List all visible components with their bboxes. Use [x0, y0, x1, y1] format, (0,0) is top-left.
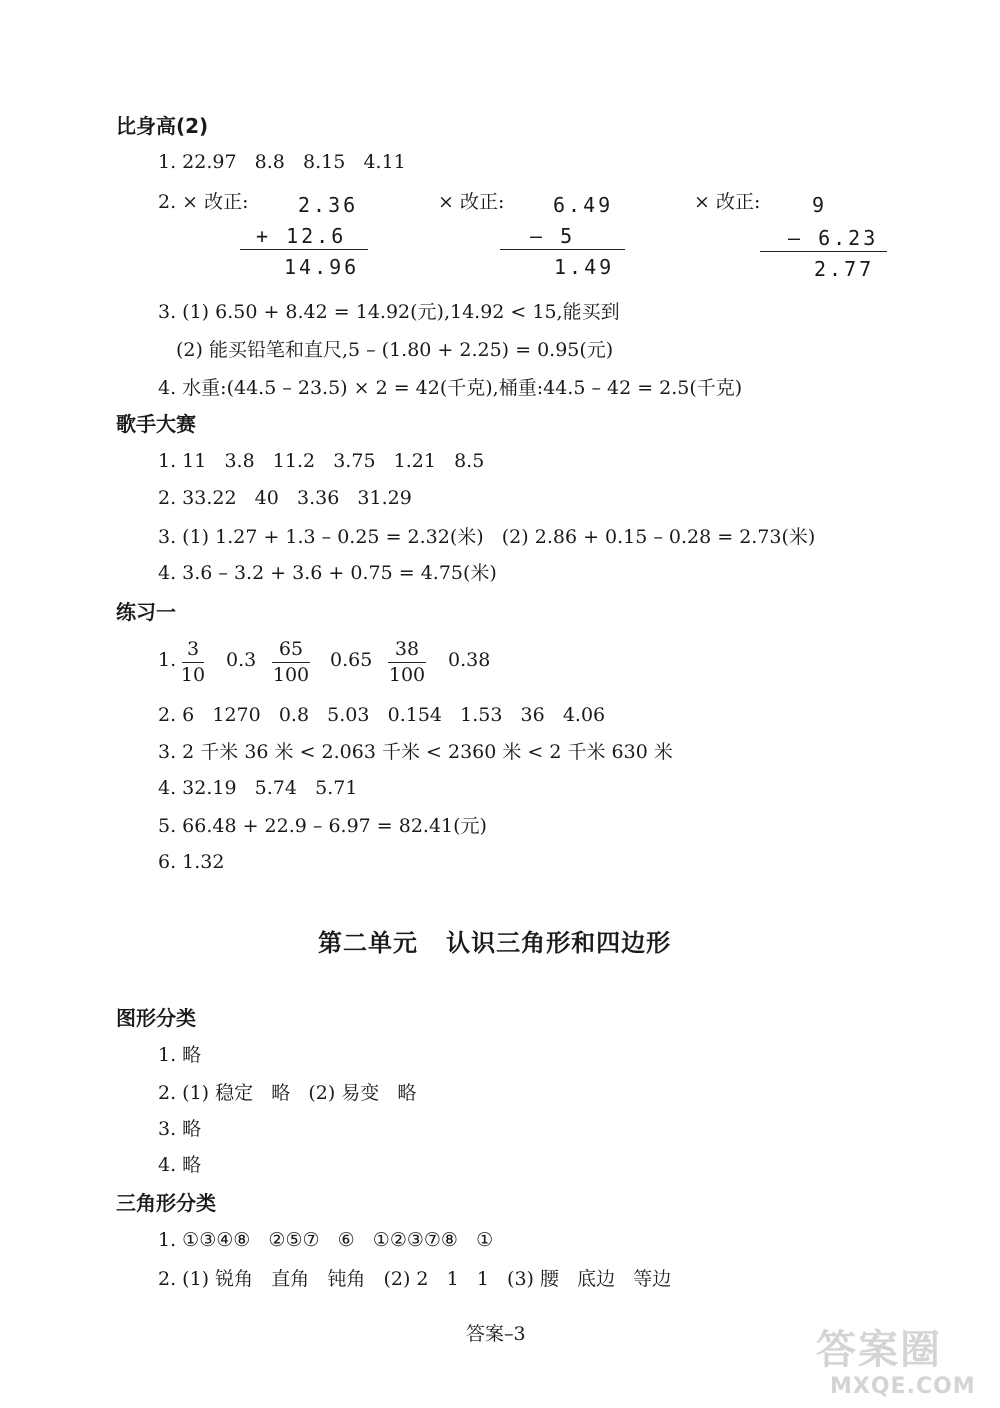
bishengao-q2-mark-b: × 改正: — [438, 191, 505, 213]
fraction-numerator: 65 — [278, 638, 304, 660]
geshou-q3: 3. (1) 1.27 + 1.3 – 0.25 = 2.32(米) (2) 2.86 + 0.15 – 0.28 = 2.73(米) — [158, 526, 816, 548]
lianxi-q5: 5. 66.48 + 22.9 – 6.97 = 82.41(元) — [158, 815, 487, 837]
fraction-65-100 — [272, 640, 310, 685]
calc-c-rule — [760, 251, 887, 252]
section-title-sanjiao: 三角形分类 — [116, 1191, 216, 1215]
lianxi-q1-value-2: 0.65 — [330, 649, 373, 671]
calc-c-result: 2.77 — [814, 257, 875, 281]
bishengao-q3-part1: 3. (1) 6.50 + 8.42 = 14.92(元),14.92 < 15,能买到 — [158, 301, 620, 323]
fraction-bar — [272, 662, 310, 663]
fraction-bar — [388, 662, 426, 663]
tuxing-q2: 2. (1) 稳定 略 (2) 易变 略 — [158, 1082, 417, 1104]
bishengao-q2-mark-c: × 改正: — [694, 191, 761, 213]
fraction-bar — [182, 662, 204, 663]
fraction-denominator: 100 — [388, 664, 426, 686]
geshou-q4: 4. 3.6 – 3.2 + 3.6 + 0.75 = 4.75(米) — [158, 562, 497, 584]
geshou-q2: 2. 33.22 40 3.36 31.29 — [158, 487, 412, 509]
calc-b-result: 1.49 — [554, 255, 615, 279]
calc-c-middle: – 6.23 — [788, 226, 879, 250]
lianxi-q3: 3. 2 千米 36 米 < 2.063 千米 < 2360 米 < 2 千米 630 米 — [158, 741, 673, 763]
calc-b-top: 6.49 — [553, 193, 614, 217]
lianxi-q4: 4. 32.19 5.74 5.71 — [158, 777, 358, 799]
bishengao-q2-label: 2. × 改正: — [158, 191, 249, 213]
calc-a-middle: + 12.6 — [256, 224, 347, 248]
section-title-geshou: 歌手大赛 — [116, 412, 196, 436]
calc-b-rule — [500, 249, 625, 250]
bishengao-q3-part2: (2) 能买铅笔和直尺,5 – (1.80 + 2.25) = 0.95(元) — [176, 339, 614, 361]
unit-title: 第二单元 认识三角形和四边形 — [318, 929, 672, 957]
fraction-38-100 — [388, 640, 426, 685]
sanjiao-q1: 1. ①③④⑧ ②⑤⑦ ⑥ ①②③⑦⑧ ① — [158, 1229, 494, 1251]
lianxi-q2: 2. 6 1270 0.8 5.03 0.154 1.53 36 4.06 — [158, 704, 606, 726]
lianxi-q1-label: 1. — [158, 649, 177, 671]
watermark-site: MXQE.COM — [830, 1374, 976, 1399]
calc-b-middle: – 5 — [530, 224, 576, 248]
tuxing-q3: 3. 略 — [158, 1118, 202, 1140]
sanjiao-q2: 2. (1) 锐角 直角 钝角 (2) 2 1 1 (3) 腰 底边 等边 — [158, 1268, 672, 1290]
page-number: 答案–3 — [466, 1323, 526, 1345]
tuxing-q1: 1. 略 — [158, 1044, 202, 1066]
geshou-q1: 1. 11 3.8 11.2 3.75 1.21 8.5 — [158, 450, 485, 472]
fraction-numerator: 38 — [394, 638, 420, 660]
bishengao-q1: 1. 22.97 8.8 8.15 4.11 — [158, 151, 406, 173]
fraction-numerator: 3 — [186, 638, 200, 660]
fraction-denominator: 10 — [180, 664, 206, 686]
section-title-lianxi: 练习一 — [116, 600, 176, 624]
lianxi-q1-value-1: 0.3 — [226, 649, 257, 671]
lianxi-q6: 6. 1.32 — [158, 851, 225, 873]
lianxi-q1-value-3: 0.38 — [448, 649, 491, 671]
section-title-bishengao: 比身高(2) — [116, 114, 209, 138]
section-title-tuxing: 图形分类 — [116, 1006, 196, 1030]
calc-c-top: 9 — [812, 193, 828, 217]
calc-a-result: 14.96 — [284, 255, 360, 279]
fraction-denominator: 100 — [272, 664, 310, 686]
watermark-logo: 答案圈 — [816, 1327, 942, 1373]
calc-a-rule — [240, 249, 368, 250]
calc-a-top: 2.36 — [298, 193, 359, 217]
fraction-3-10 — [182, 640, 204, 685]
bishengao-q4: 4. 水重:(44.5 – 23.5) × 2 = 42(千克),桶重:44.5 – 42 = 2.5(千克) — [158, 377, 743, 399]
tuxing-q4: 4. 略 — [158, 1154, 202, 1176]
